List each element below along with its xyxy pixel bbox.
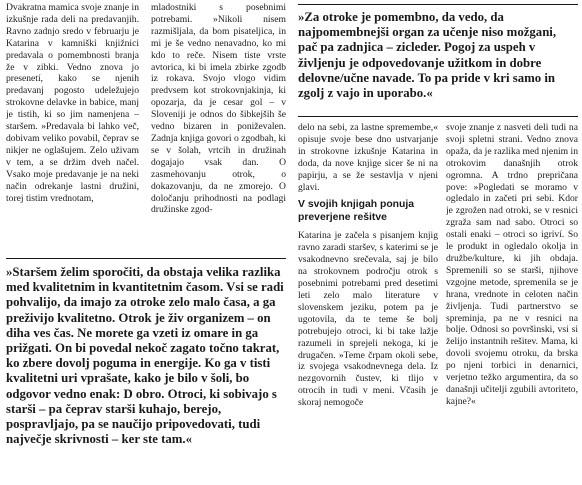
section-subheading: V svojih knjigah ponuja preverjene rešitve — [298, 199, 415, 223]
column-4-text: svoje znanje z nasveti deli tudi na svoji spletni strani. Vedno znova opaža, da je razlika med njenim in otrokovim današnjih otrok ogromna. A trdno prepričana pove: »Pogledati se moramo v ogledalo in začeti pri sebi. Kdor je zgrožen nad otroki, se v resnici zgraža sam nad sabo. Otroci so ostali enaki – otroci so igriví. So le produkt in ogledalo okolja in družbe/kulture, ki jih obdaja. Spremenili so se starši, njihove vzgojne metode, spremenila se je hrana, vrednote in celoten način življenja. Tudi partnerstvo se spreminja, pa ne v resnici na bolje. Odnosi so površinski, vsi si želijo instantnih rešitev. Mama, ki dovoli svojemu otroku, da brska po njeni torbici in denarnici, verjetno težko argumentira, da so današnji učitelji zgubili avtoriteto, kajne?« — [446, 122, 578, 407]
body-column-4 — [446, 122, 578, 482]
column-2-text: mladostniki s posebnimi potrebami. »Nikoli nisem razmišljala, da bom pisateljica, in mi je še vedno nenavadno, ko mi kdo to reče. Nisem tiste vrste avtorica, ki bi imela zbirke zgodb iz rokava. Svojo vlogo vidim predvsem kot strokovnjakinja, ki opozarja, da je cesar gol – v Sloveniji je odnos do šibkejših še vedno bizaren in poniževalen. Zadnja knjiga govori o zgodbah, ki se v šolah, vrtcih in družinah dogajajo vsak dan. O zasmehovanju otrok, o dokazovanju, da ne zmorejo. O določanju prihodnosti na podlagi družinske zgod- — [151, 2, 286, 216]
body-column-2 — [151, 2, 286, 250]
pullquote-top-rule-bottom — [298, 116, 578, 117]
pullquote-top — [298, 10, 578, 110]
column-3-text-a: delo na sebi, za lastne spremembe,« opisuje svoje bese dno ustvarjanje in strokovne izkušnje Katarina in doda, da nove knjige sicer še ni na papirju, a se že sestavlja v njeni glavi. — [298, 122, 438, 193]
pullquote-top-text: »Za otroke je pomembno, da vedo, da najpomembnejši organ za učenje niso možgani, pač pa zadnjica – zicleder. Pogoj za uspeh v življenju je odpovedovanje užitkom in dobre delovne/učne navade. To pa pride v kri samo in zgolj z vajo in uporabo.« — [298, 10, 557, 101]
pullquote-top-rule-top — [298, 4, 578, 5]
pullquote-bottom — [6, 265, 286, 483]
body-column-1 — [6, 2, 139, 250]
pullquote-bottom-text: »Staršem želim sporočiti, da obstaja velika razlika med kvalitetnim in kvantitetnim časom. Vsi se radi pohvalijo, da imajo za otroke zelo malo časa, a ga preživijo kvalitetno. Otrok je živ organizem – on diha ves čas. Ne morete ga vzeti iz omare in ga prižgati. On bi povedal nekoč zagato točno takrat, ko zbere dovolj poguma in energije. Ko ga v tisti kvalitetni uri vprašate, kako je bilo v šoli, bo odgovor vedno enak: D obro. Otroci, ki sobivajo s starši – pa čeprav starši kuhajo, berejo, pospravljajo, pa se naučijo pripovedovati, tudi največje skrivnosti – ker ste tam.« — [6, 265, 284, 447]
pullquote-bottom-rule-top — [6, 258, 286, 259]
column-1-text: Dvakratna mamica svoje znanje in izkušnje rada deli na predavanjih. Ravno zadnjo sredo v februarju je Katarina v kamniški knjižnici predavala o pomembnosti branja že v zibki. Vedno znova jo presenetí, kako se njenih predavanj pogosto udeležujejo strokovne delavke in babice, manj je tistih, ki so jim namenjena – staršem. »Predavala bi lahko več, dobivam veliko povabil, čeprav se nikjer ne oglašujem. Zelo uživam v tem, a se držim dveh načel. Vsako moje predavanje je na neki način odrekanje lastni družini, torej tistim vrednotam, — [6, 2, 139, 204]
column-3-text-b: Katarina je začela s pisanjem knjig ravno zaradi staršev, s katerimi se je vsakodnevno srečevala, saj je bilo na strokovnem področju otrok s posebnimi potrebami pred desetimi leti zelo malo literature v slovenskem jeziku, potem pa je ugotovila, da te teme še bolj potrebujejo otroci, ki bi take lažje razumeli in sprejeli nekoga, ki je drugačen. »Teme črpam okoli sebe, iz svojega vsakodnevnega dela. Iz nezgovornih čustev, ki tlijo v otrocih in tudi v meni. Včasih je skoraj nemogoče — [298, 230, 438, 409]
body-column-3 — [298, 122, 438, 482]
